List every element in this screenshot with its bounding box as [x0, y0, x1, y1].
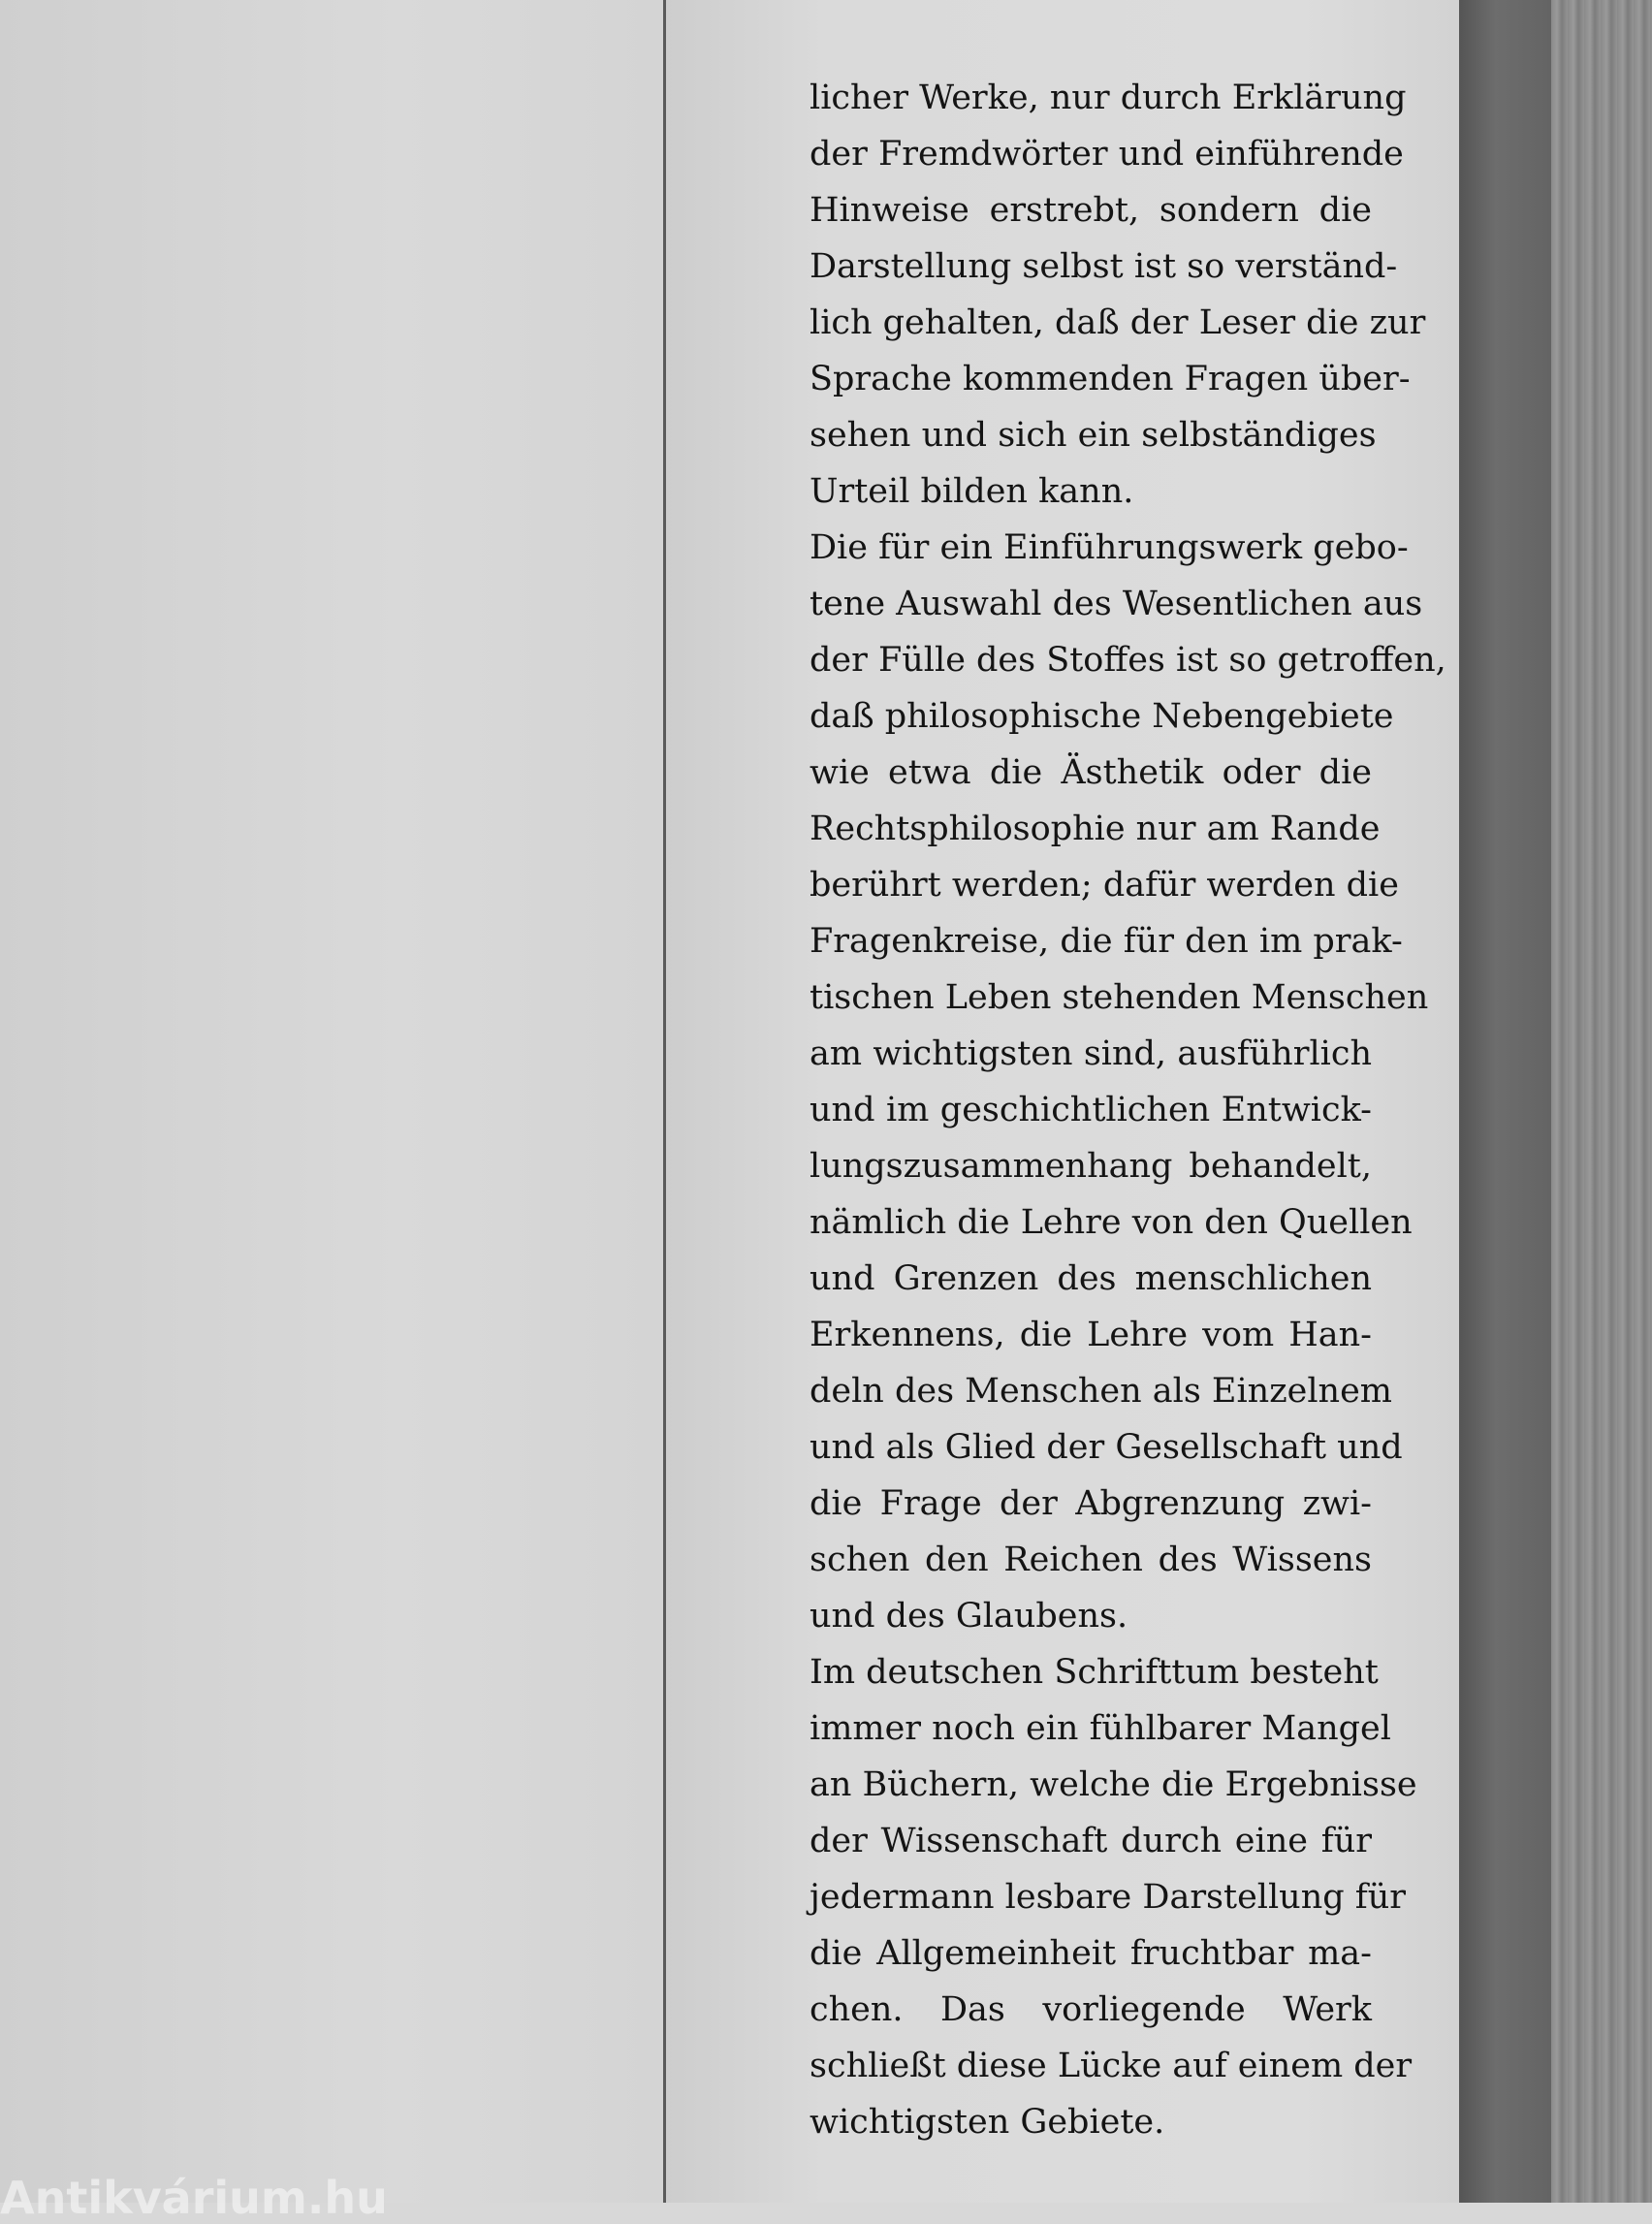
text-line: daß philosophische Nebengebiete	[810, 697, 1394, 736]
text-line: der Fülle des Stoffes ist so getroffen,	[810, 641, 1446, 680]
text-line: Im deutschen Schrifttum besteht	[810, 1653, 1379, 1692]
text-line: und des Glaubens.	[810, 1597, 1128, 1636]
text-line: der Fremdwörter und einführende	[810, 135, 1404, 174]
text-line: Urteil bilden kann.	[810, 472, 1134, 511]
text-line: Die für ein Einführungswerk gebo-	[810, 528, 1409, 567]
text-line: schließt diese Lücke auf einem der	[810, 2047, 1413, 2085]
text-line: wie etwa die Ästhetik oder die	[810, 753, 1372, 792]
text-line: und im geschichtlichen Entwick-	[810, 1091, 1372, 1129]
text-line: licher Werke, nur durch Erklärung	[810, 79, 1407, 117]
text-line: deln des Menschen als Einzelnem	[810, 1372, 1392, 1411]
text-line: chen. Das vorliegende Werk	[810, 1990, 1372, 2029]
text-line: lungszusammenhang behandelt,	[810, 1147, 1372, 1186]
background-board	[1551, 0, 1652, 2203]
body-text-column	[810, 70, 1446, 2150]
text-line: an Büchern, welche die Ergebnisse	[810, 1765, 1417, 1804]
left-page-blank	[0, 0, 665, 2203]
text-line: immer noch ein fühlbarer Mangel	[810, 1709, 1391, 1748]
text-line: berührt werden; dafür werden die	[810, 866, 1399, 905]
text-line: tischen Leben stehenden Menschen	[810, 978, 1429, 1017]
text-line: wichtigsten Gebiete.	[810, 2103, 1165, 2142]
text-line: Hinweise erstrebt, sondern die	[810, 191, 1372, 230]
text-line: jedermann lesbare Darstellung für	[810, 1878, 1407, 1917]
text-line: und als Glied der Gesellschaft und	[810, 1428, 1403, 1467]
text-line: und Grenzen des menschlichen	[810, 1259, 1372, 1298]
text-line: nämlich die Lehre von den Quellen	[810, 1203, 1413, 1242]
text-line: Fragenkreise, die für den im prak-	[810, 922, 1403, 961]
text-line: Erkennens, die Lehre vom Han-	[810, 1316, 1372, 1354]
text-line: Sprache kommenden Fragen über-	[810, 360, 1411, 398]
text-line: die Frage der Abgrenzung zwi-	[810, 1484, 1372, 1523]
text-line: sehen und sich ein selbständiges	[810, 416, 1377, 455]
text-line: tene Auswahl des Wesentlichen aus	[810, 585, 1423, 623]
text-line: Rechtsphilosophie nur am Rande	[810, 810, 1381, 848]
text-line: lich gehalten, daß der Leser die zur	[810, 303, 1426, 342]
watermark-text: Antikvárium.hu	[0, 2172, 388, 2224]
book-cover-edge	[1459, 0, 1551, 2203]
text-line: Darstellung selbst ist so verständ-	[810, 247, 1398, 286]
text-line: die Allgemeinheit fruchtbar ma-	[810, 1934, 1372, 1973]
text-line: schen den Reichen des Wissens	[810, 1541, 1372, 1579]
text-line: am wichtigsten sind, ausführlich	[810, 1034, 1372, 1073]
text-line: der Wissenschaft durch eine für	[810, 1822, 1372, 1860]
